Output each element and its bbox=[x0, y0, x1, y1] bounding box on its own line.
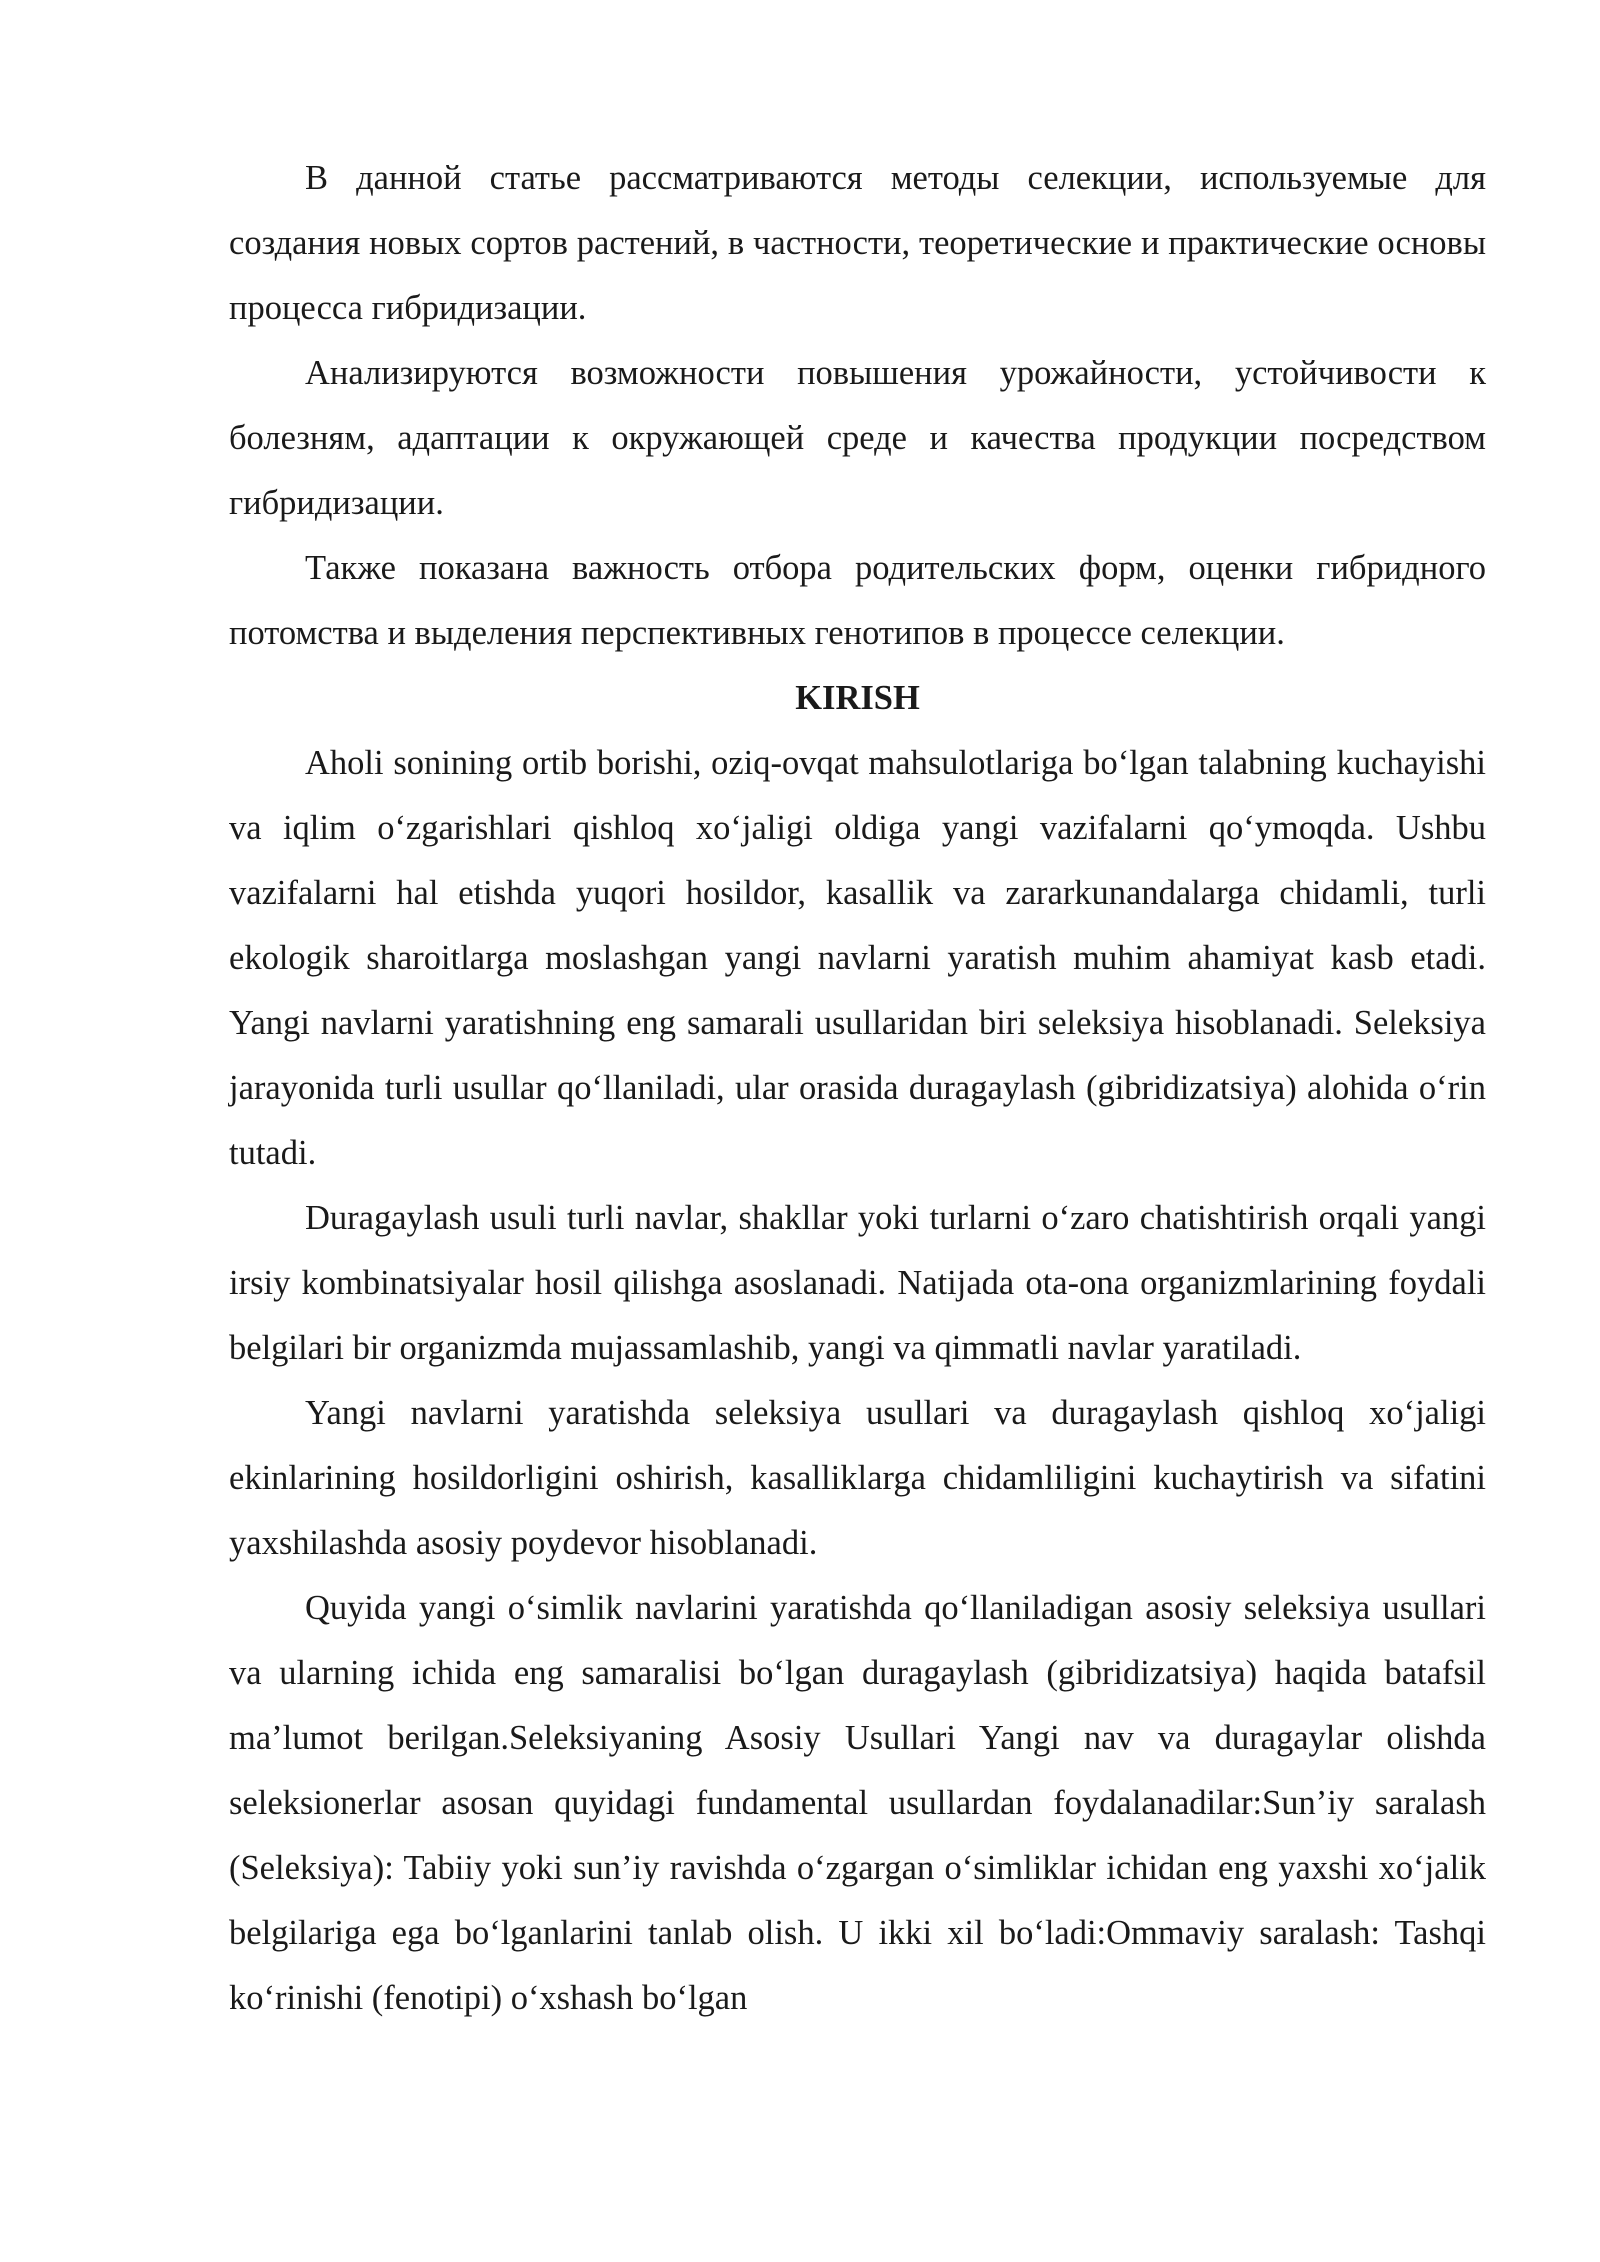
abstract-paragraph-1: В данной статье рассматриваются методы селекции, используемые для создания новых сортов растений, в частности, теоретические и практические основы процесса гибридизации. bbox=[229, 159, 1486, 327]
abstract-paragraph-2: Анализируются возможности повышения урожайности, устойчивости к болезням, адаптации к окружающей среде и качества продукции посредством гибридизации. bbox=[229, 354, 1486, 522]
body-paragraph-1: Aholi sonining ortib borishi, oziq-ovqat mahsulotlariga bo‘lgan talabning kuchayishi va iqlim o‘zgarishlari qishloq xo‘jaligi oldiga yangi vazifalarni qo‘ymoqda. Ushbu vazifalarni hal etishda yuqori hosildor, kasallik va zararkunandalarga chidamli, turli ekologik sharoitlarga moslashgan yangi navlarni yaratish muhim ahamiyat kasb etadi. Yangi navlarni yaratishning eng samarali usullaridan biri seleksiya hisoblanadi. Seleksiya jarayonida turli usullar qo‘llaniladi, ular orasida duragaylash (gibridizatsiya) alohida o‘rin tutadi. bbox=[229, 744, 1486, 1172]
document-page bbox=[229, 146, 1486, 2031]
abstract-paragraph-3: Также показана важность отбора родительских форм, оценки гибридного потомства и выделения перспективных генотипов в процессе селекции. bbox=[229, 549, 1486, 652]
body-paragraph-3: Yangi navlarni yaratishda seleksiya usullari va duragaylash qishloq xo‘jaligi ekinlarining hosildorligini oshirish, kasalliklarga chidamliligini kuchaytirish va sifatini yaxshilashda asosiy poydevor hisoblanadi. bbox=[229, 1394, 1486, 1562]
section-heading: KIRISH bbox=[795, 679, 920, 717]
body-paragraph-4: Quyida yangi o‘simlik navlarini yaratishda qo‘llaniladigan asosiy seleksiya usullari va ularning ichida eng samaralisi bo‘lgan duragaylash (gibridizatsiya) haqida batafsil ma’lumot berilgan.Seleksiyaning Asosiy Usullari Yangi nav va duragaylar olishda seleksionerlar asosan quyidagi fundamental usullardan foydalanadilar:Sun’iy saralash (Seleksiya): Tabiiy yoki sun’iy ravishda o‘zgargan o‘simliklar ichidan eng yaxshi xo‘jalik belgilariga ega bo‘lganlarini tanlab olish. U ikki xil bo‘ladi:Ommaviy saralash: Tashqi ko‘rinishi (fenotipi) o‘xshash bo‘lgan bbox=[229, 1589, 1486, 2017]
body-paragraph-2: Duragaylash usuli turli navlar, shakllar yoki turlarni o‘zaro chatishtirish orqali yangi irsiy kombinatsiyalar hosil qilishga asoslanadi. Natijada ota-ona organizmlarining foydali belgilari bir organizmda mujassamlashib, yangi va qimmatli navlar yaratiladi. bbox=[229, 1199, 1486, 1367]
